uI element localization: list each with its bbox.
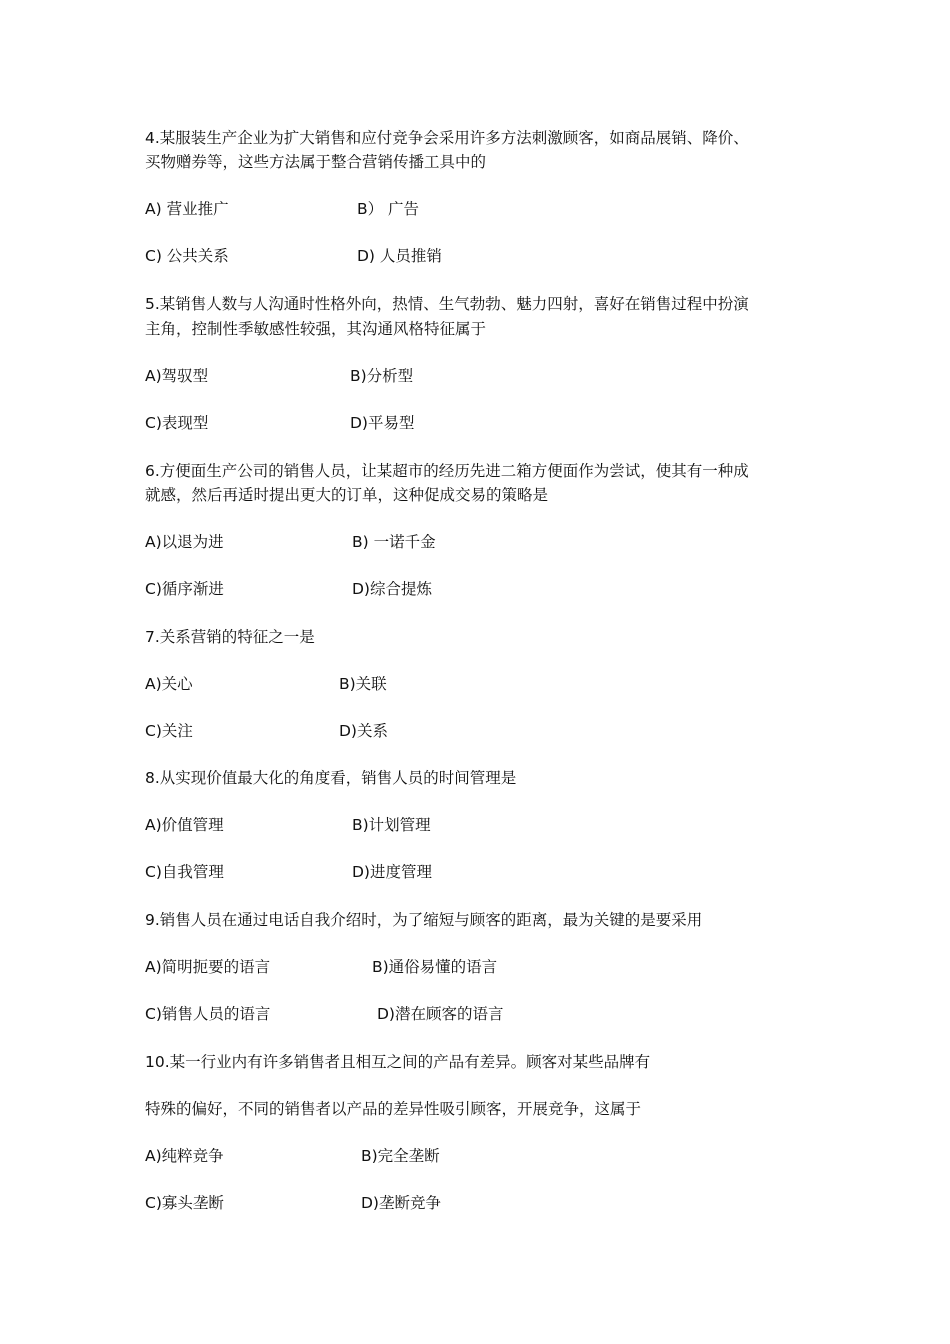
question-4-option-c: C) 公共关系 bbox=[145, 247, 229, 265]
question-5-option-c: C)表现型 bbox=[145, 414, 209, 432]
question-10-stem-line-2: 特殊的偏好，不同的销售者以产品的差异性吸引顾客，开展竞争，这属于 bbox=[145, 1100, 642, 1118]
question-8-option-c: C)自我管理 bbox=[145, 863, 224, 881]
question-7-option-c: C)关注 bbox=[145, 722, 193, 740]
question-5-stem-line-1: 5.某销售人数与人沟通时性格外向，热情、生气勃勃、魅力四射，喜好在销售过程中扮演 bbox=[145, 295, 749, 313]
question-10-option-a: A)纯粹竞争 bbox=[145, 1147, 224, 1165]
question-4-stem-line-1: 4.某服装生产企业为扩大销售和应付竞争会采用许多方法刺激顾客，如商品展销、降价、 bbox=[145, 129, 749, 147]
question-8-stem: 8.从实现价值最大化的角度看，销售人员的时间管理是 bbox=[145, 769, 517, 787]
question-4-option-a: A) 营业推广 bbox=[145, 200, 229, 218]
question-10-stem-line-1: 10.某一行业内有许多销售者且相互之间的产品有差异。顾客对某些品牌有 bbox=[145, 1053, 651, 1071]
question-7-option-a: A)关心 bbox=[145, 675, 193, 693]
question-9-option-b: B)通俗易懂的语言 bbox=[372, 958, 498, 976]
question-6-stem-line-2: 就感，然后再适时提出更大的订单，这种促成交易的策略是 bbox=[145, 486, 549, 504]
question-5-stem-line-2: 主角，控制性季敏感性较强，其沟通风格特征属于 bbox=[145, 320, 487, 338]
question-9-option-a: A)简明扼要的语言 bbox=[145, 958, 271, 976]
question-6-option-b: B) 一诺千金 bbox=[352, 533, 436, 551]
question-4-option-b: B） 广告 bbox=[357, 200, 420, 218]
question-6-option-d: D)综合提炼 bbox=[352, 580, 432, 598]
question-6-option-a: A)以退为进 bbox=[145, 533, 224, 551]
question-8-option-d: D)进度管理 bbox=[352, 863, 432, 881]
question-10-option-c: C)寡头垄断 bbox=[145, 1194, 224, 1212]
question-5-option-a: A)驾驭型 bbox=[145, 367, 209, 385]
question-8-option-b: B)计划管理 bbox=[352, 816, 431, 834]
question-4-option-d: D) 人员推销 bbox=[357, 247, 442, 265]
question-5-option-b: B)分析型 bbox=[350, 367, 414, 385]
question-10-option-b: B)完全垄断 bbox=[361, 1147, 440, 1165]
question-9-option-d: D)潜在顾客的语言 bbox=[377, 1005, 504, 1023]
question-7-option-d: D)关系 bbox=[339, 722, 388, 740]
question-8-option-a: A)价值管理 bbox=[145, 816, 224, 834]
question-7-option-b: B)关联 bbox=[339, 675, 387, 693]
question-5-option-d: D)平易型 bbox=[350, 414, 415, 432]
question-6-stem-line-1: 6.方便面生产公司的销售人员，让某超市的经历先进二箱方便面作为尝试，使其有一种成 bbox=[145, 462, 749, 480]
question-9-option-c: C)销售人员的语言 bbox=[145, 1005, 271, 1023]
question-6-option-c: C)循序渐进 bbox=[145, 580, 224, 598]
question-7-stem: 7.关系营销的特征之一是 bbox=[145, 628, 315, 646]
question-10-option-d: D)垄断竞争 bbox=[361, 1194, 441, 1212]
question-4-stem-line-2: 买物赠券等，这些方法属于整合营销传播工具中的 bbox=[145, 153, 487, 171]
question-9-stem: 9.销售人员在通过电话自我介绍时，为了缩短与顾客的距离，最为关键的是要采用 bbox=[145, 911, 703, 929]
